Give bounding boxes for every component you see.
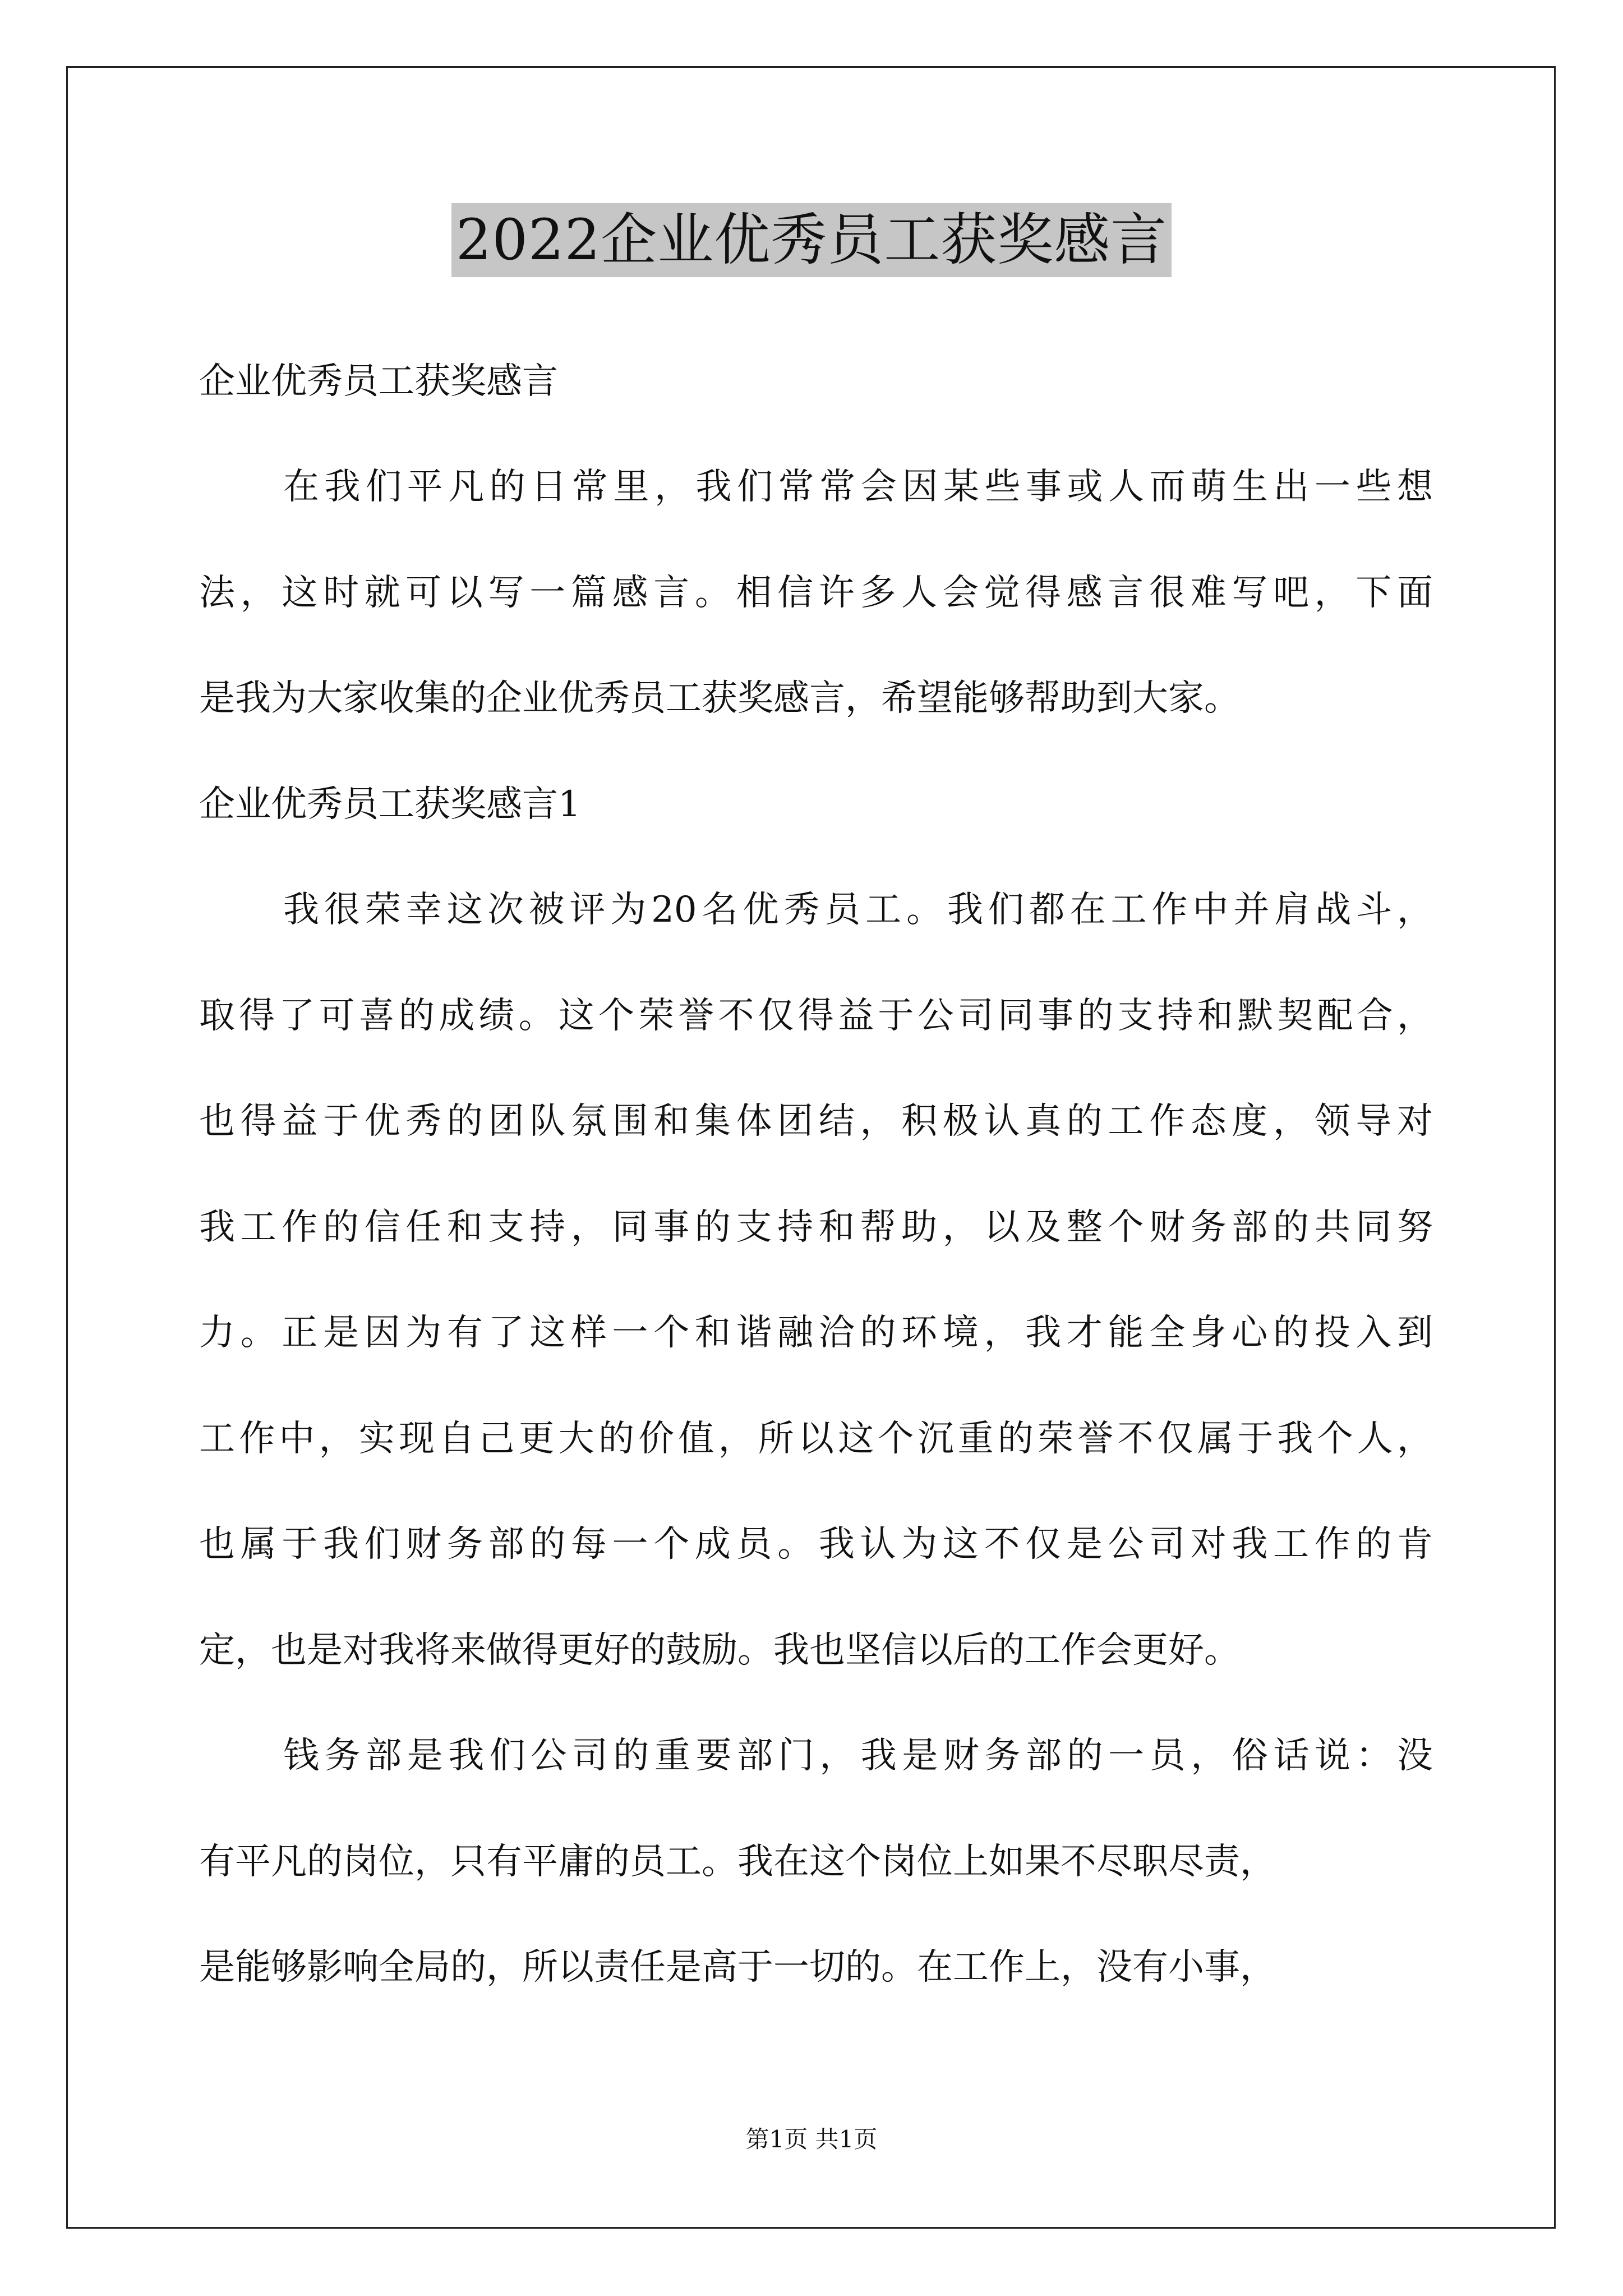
paragraph-line: 有平凡的岗位，只有平庸的员工。我在这个岗位上如果不尽职尽责，	[199, 1841, 1276, 1883]
paragraph-line: 钱务部是我们公司的重要部门，我是财务部的一员，俗话说：没	[283, 1735, 1433, 1777]
paragraph-line: 法，这时就可以写一篇感言。相信许多人会觉得感言很难写吧，下面	[199, 572, 1433, 614]
page-footer: 第1页 共1页	[745, 2125, 878, 2153]
paragraph-line: 也属于我们财务部的每一个成员。我认为这不仅是公司对我工作的肯	[199, 1524, 1433, 1565]
paragraph-line: 在我们平凡的日常里，我们常常会因某些事或人而萌生出一些想	[283, 466, 1433, 508]
paragraph-line: 我很荣幸这次被评为20名优秀员工。我们都在工作中并肩战斗，	[283, 889, 1433, 931]
paragraph-line: 也得益于优秀的团队氛围和集体团结，积极认真的工作态度，领导对	[199, 1101, 1433, 1142]
title-container	[0, 203, 1623, 277]
paragraph-line: 力。正是因为有了这样一个和谐融洽的环境，我才能全身心的投入到	[199, 1312, 1433, 1354]
section-heading: 企业优秀员工获奖感言1	[199, 784, 581, 825]
document-title: 2022企业优秀员工获奖感言	[451, 203, 1172, 277]
paragraph-line: 是能够影响全局的，所以责任是高于一切的。在工作上，没有小事，	[199, 1947, 1276, 1988]
paragraph-line: 定，也是对我将来做得更好的鼓励。我也坚信以后的工作会更好。	[199, 1630, 1240, 1671]
paragraph-line: 取得了可喜的成绩。这个荣誉不仅得益于公司同事的支持和默契配合，	[199, 995, 1433, 1037]
section-heading: 企业优秀员工获奖感言	[199, 361, 558, 402]
paragraph-line: 是我为大家收集的企业优秀员工获奖感言，希望能够帮助到大家。	[199, 678, 1240, 719]
paragraph-line: 工作中，实现自己更大的价值，所以这个沉重的荣誉不仅属于我个人，	[199, 1418, 1433, 1460]
paragraph-line: 我工作的信任和支持，同事的支持和帮助，以及整个财务部的共同努	[199, 1207, 1433, 1248]
